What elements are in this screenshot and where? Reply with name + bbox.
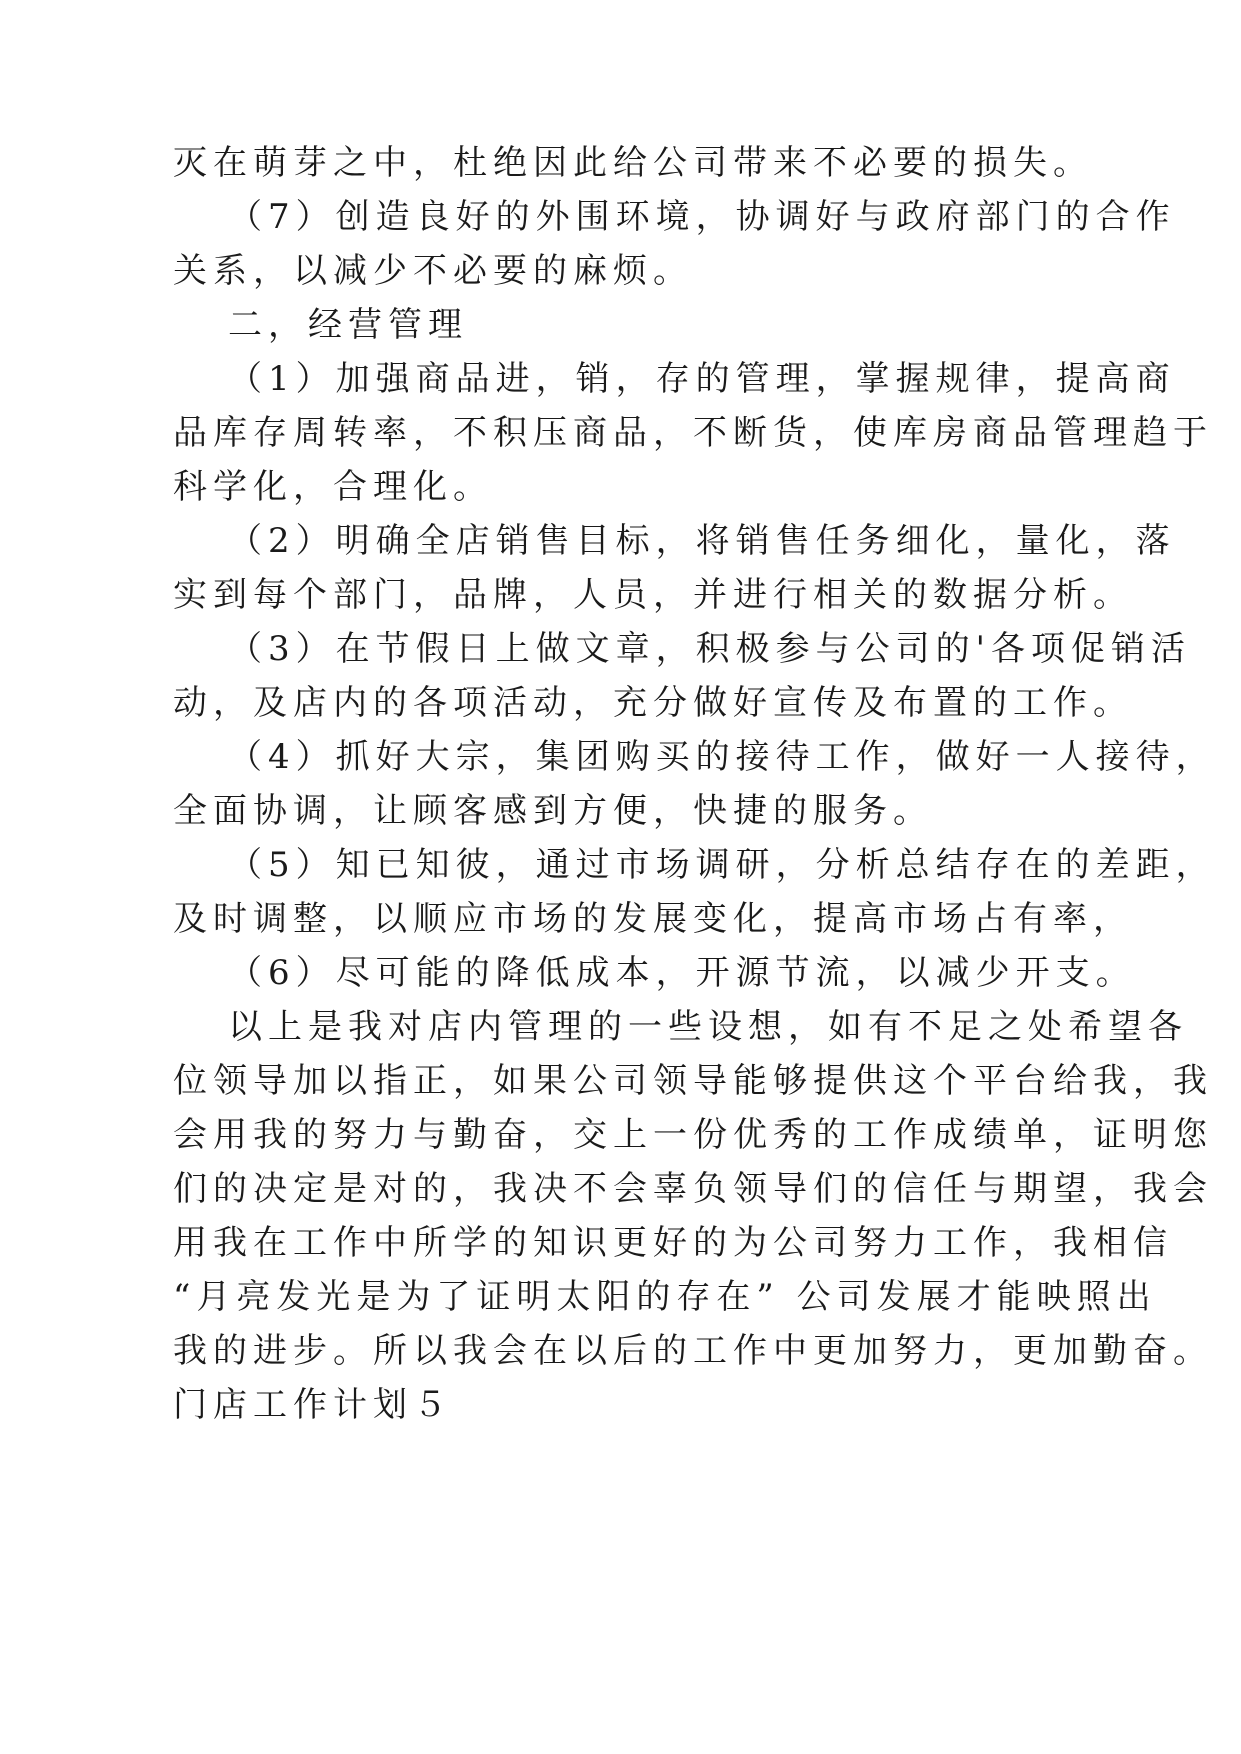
text-line: 关系，以减少不必要的麻烦。 [173, 251, 693, 291]
text-line: 位领导加以指正，如果公司领导能够提供这个平台给我，我 [173, 1061, 1213, 1101]
section-title: 门店工作计划５ [173, 1385, 453, 1425]
text-line: （4）抓好大宗，集团购买的接待工作，做好一人接待， [228, 737, 1216, 777]
text-line: 全面协调，让顾客感到方便，快捷的服务。 [173, 791, 933, 831]
text-line: 及时调整，以顺应市场的发展变化，提高市场占有率， [173, 899, 1133, 939]
section-heading: 二，经营管理 [228, 305, 468, 345]
text-line: 们的决定是对的，我决不会辜负领导们的信任与期望，我会 [173, 1169, 1213, 1209]
text-line: 会用我的努力与勤奋，交上一份优秀的工作成绩单，证明您 [173, 1115, 1213, 1155]
text-line: 用我在工作中所学的知识更好的为公司努力工作，我相信 [173, 1223, 1173, 1263]
text-line: （1）加强商品进，销，存的管理，掌握规律，提高商 [228, 359, 1176, 399]
text-line: （6）尽可能的降低成本，开源节流，以减少开支。 [228, 953, 1136, 993]
text-line: 实到每个部门，品牌，人员，并进行相关的数据分析。 [173, 575, 1133, 615]
text-line: （5）知已知彼，通过市场调研，分析总结存在的差距， [228, 845, 1216, 885]
text-line: 科学化，合理化。 [173, 467, 493, 507]
text-line: （3）在节假日上做文章，积极参与公司的'各项促销活 [228, 629, 1191, 669]
text-line: （7）创造良好的外围环境，协调好与政府部门的合作 [228, 197, 1176, 237]
text-line: 动，及店内的各项活动，充分做好宣传及布置的工作。 [173, 683, 1133, 723]
text-line: 灭在萌芽之中，杜绝因此给公司带来不必要的损失。 [173, 143, 1093, 183]
text-line: （2）明确全店销售目标，将销售任务细化，量化，落 [228, 521, 1176, 561]
text-line: 我的进步。所以我会在以后的工作中更加努力，更加勤奋。 [173, 1331, 1213, 1371]
quote-line: “月亮发光是为了证明太阳的存在” 公司发展才能映照出 [173, 1277, 1157, 1317]
text-line: 品库存周转率，不积压商品，不断货，使库房商品管理趋于 [173, 413, 1213, 453]
text-line: 以上是我对店内管理的一些设想，如有不足之处希望各 [228, 1007, 1188, 1047]
